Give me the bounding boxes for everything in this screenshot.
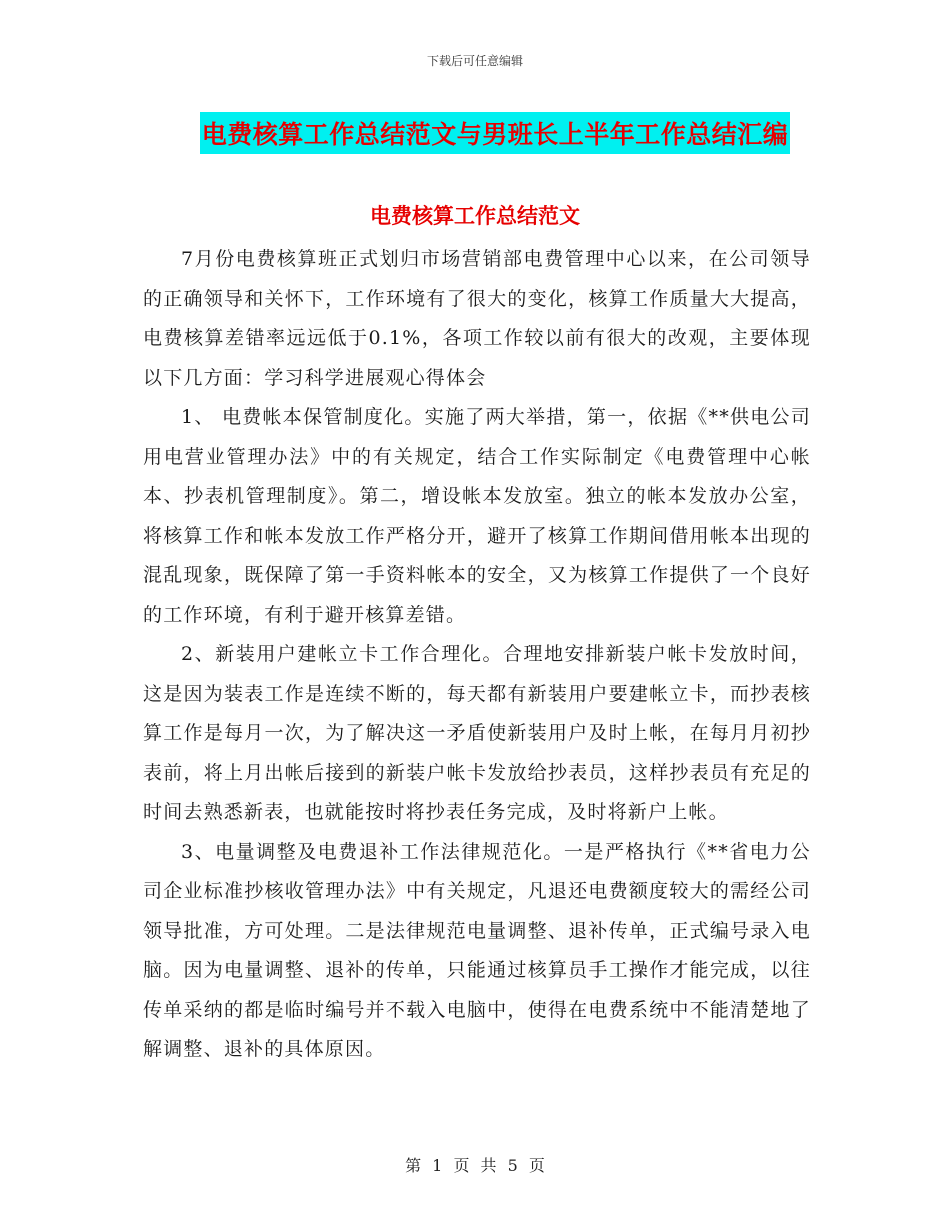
page-header-note: 下载后可任意编辑 <box>426 54 523 68</box>
document-body <box>143 240 811 1070</box>
page-number: 第 1 页 共 5 页 <box>405 1156 545 1175</box>
document-title-container <box>0 112 950 154</box>
document-title: 电费核算工作总结范文与男班长上半年工作总结汇编 <box>200 112 791 154</box>
paragraph-item-2: 2、新装用户建帐立卡工作合理化。合理地安排新装户帐卡发放时间，这是因为装表工作是连续不断的，每天都有新装用户要建帐立卡，而抄表核算工作是每月一次，为了解决这一矛盾使新装用户及时上帐，在每月月初抄表前，将上月出帐后接到的新装户帐卡发放给抄表员，这样抄表员有充足的时间去熟悉新表，也就能按时将抄表任务完成，及时将新户上帐。 <box>143 643 811 823</box>
paragraph-item-1: 1、 电费帐本保管制度化。实施了两大举措，第一，依据《**供电公司用电营业管理办法》中的有关规定，结合工作实际制定《电费管理中心帐本、抄表机管理制度》。第二，增设帐本发放室。独立的帐本发放办公室，将核算工作和帐本发放工作严格分开，避开了核算工作期间借用帐本出现的混乱现象，既保障了第一手资料帐本的安全，又为核算工作提供了一个良好的工作环境，有利于避开核算差错。 <box>143 406 811 626</box>
paragraph-item-3: 3、电量调整及电费退补工作法律规范化。一是严格执行《**省电力公司企业标准抄核收管理办法》中有关规定，凡退还电费额度较大的需经公司领导批准，方可处理。二是法律规范电量调整、退补传单，正式编号录入电脑。因为电量调整、退补的传单，只能通过核算员手工操作才能完成，以往传单采纳的都是临时编号并不载入电脑中，使得在电费系统中不能清楚地了解调整、退补的具体原因。 <box>143 840 811 1060</box>
paragraph-intro: 7月份电费核算班正式划归市场营销部电费管理中心以来，在公司领导的正确领导和关怀下，工作环境有了很大的变化，核算工作质量大大提高，电费核算差错率远远低于0.1%，各项工作较以前有很大的改观，主要体现以下几方面：学习科学进展观心得体会 <box>143 248 811 389</box>
section-title: 电费核算工作总结范文 <box>370 204 580 228</box>
